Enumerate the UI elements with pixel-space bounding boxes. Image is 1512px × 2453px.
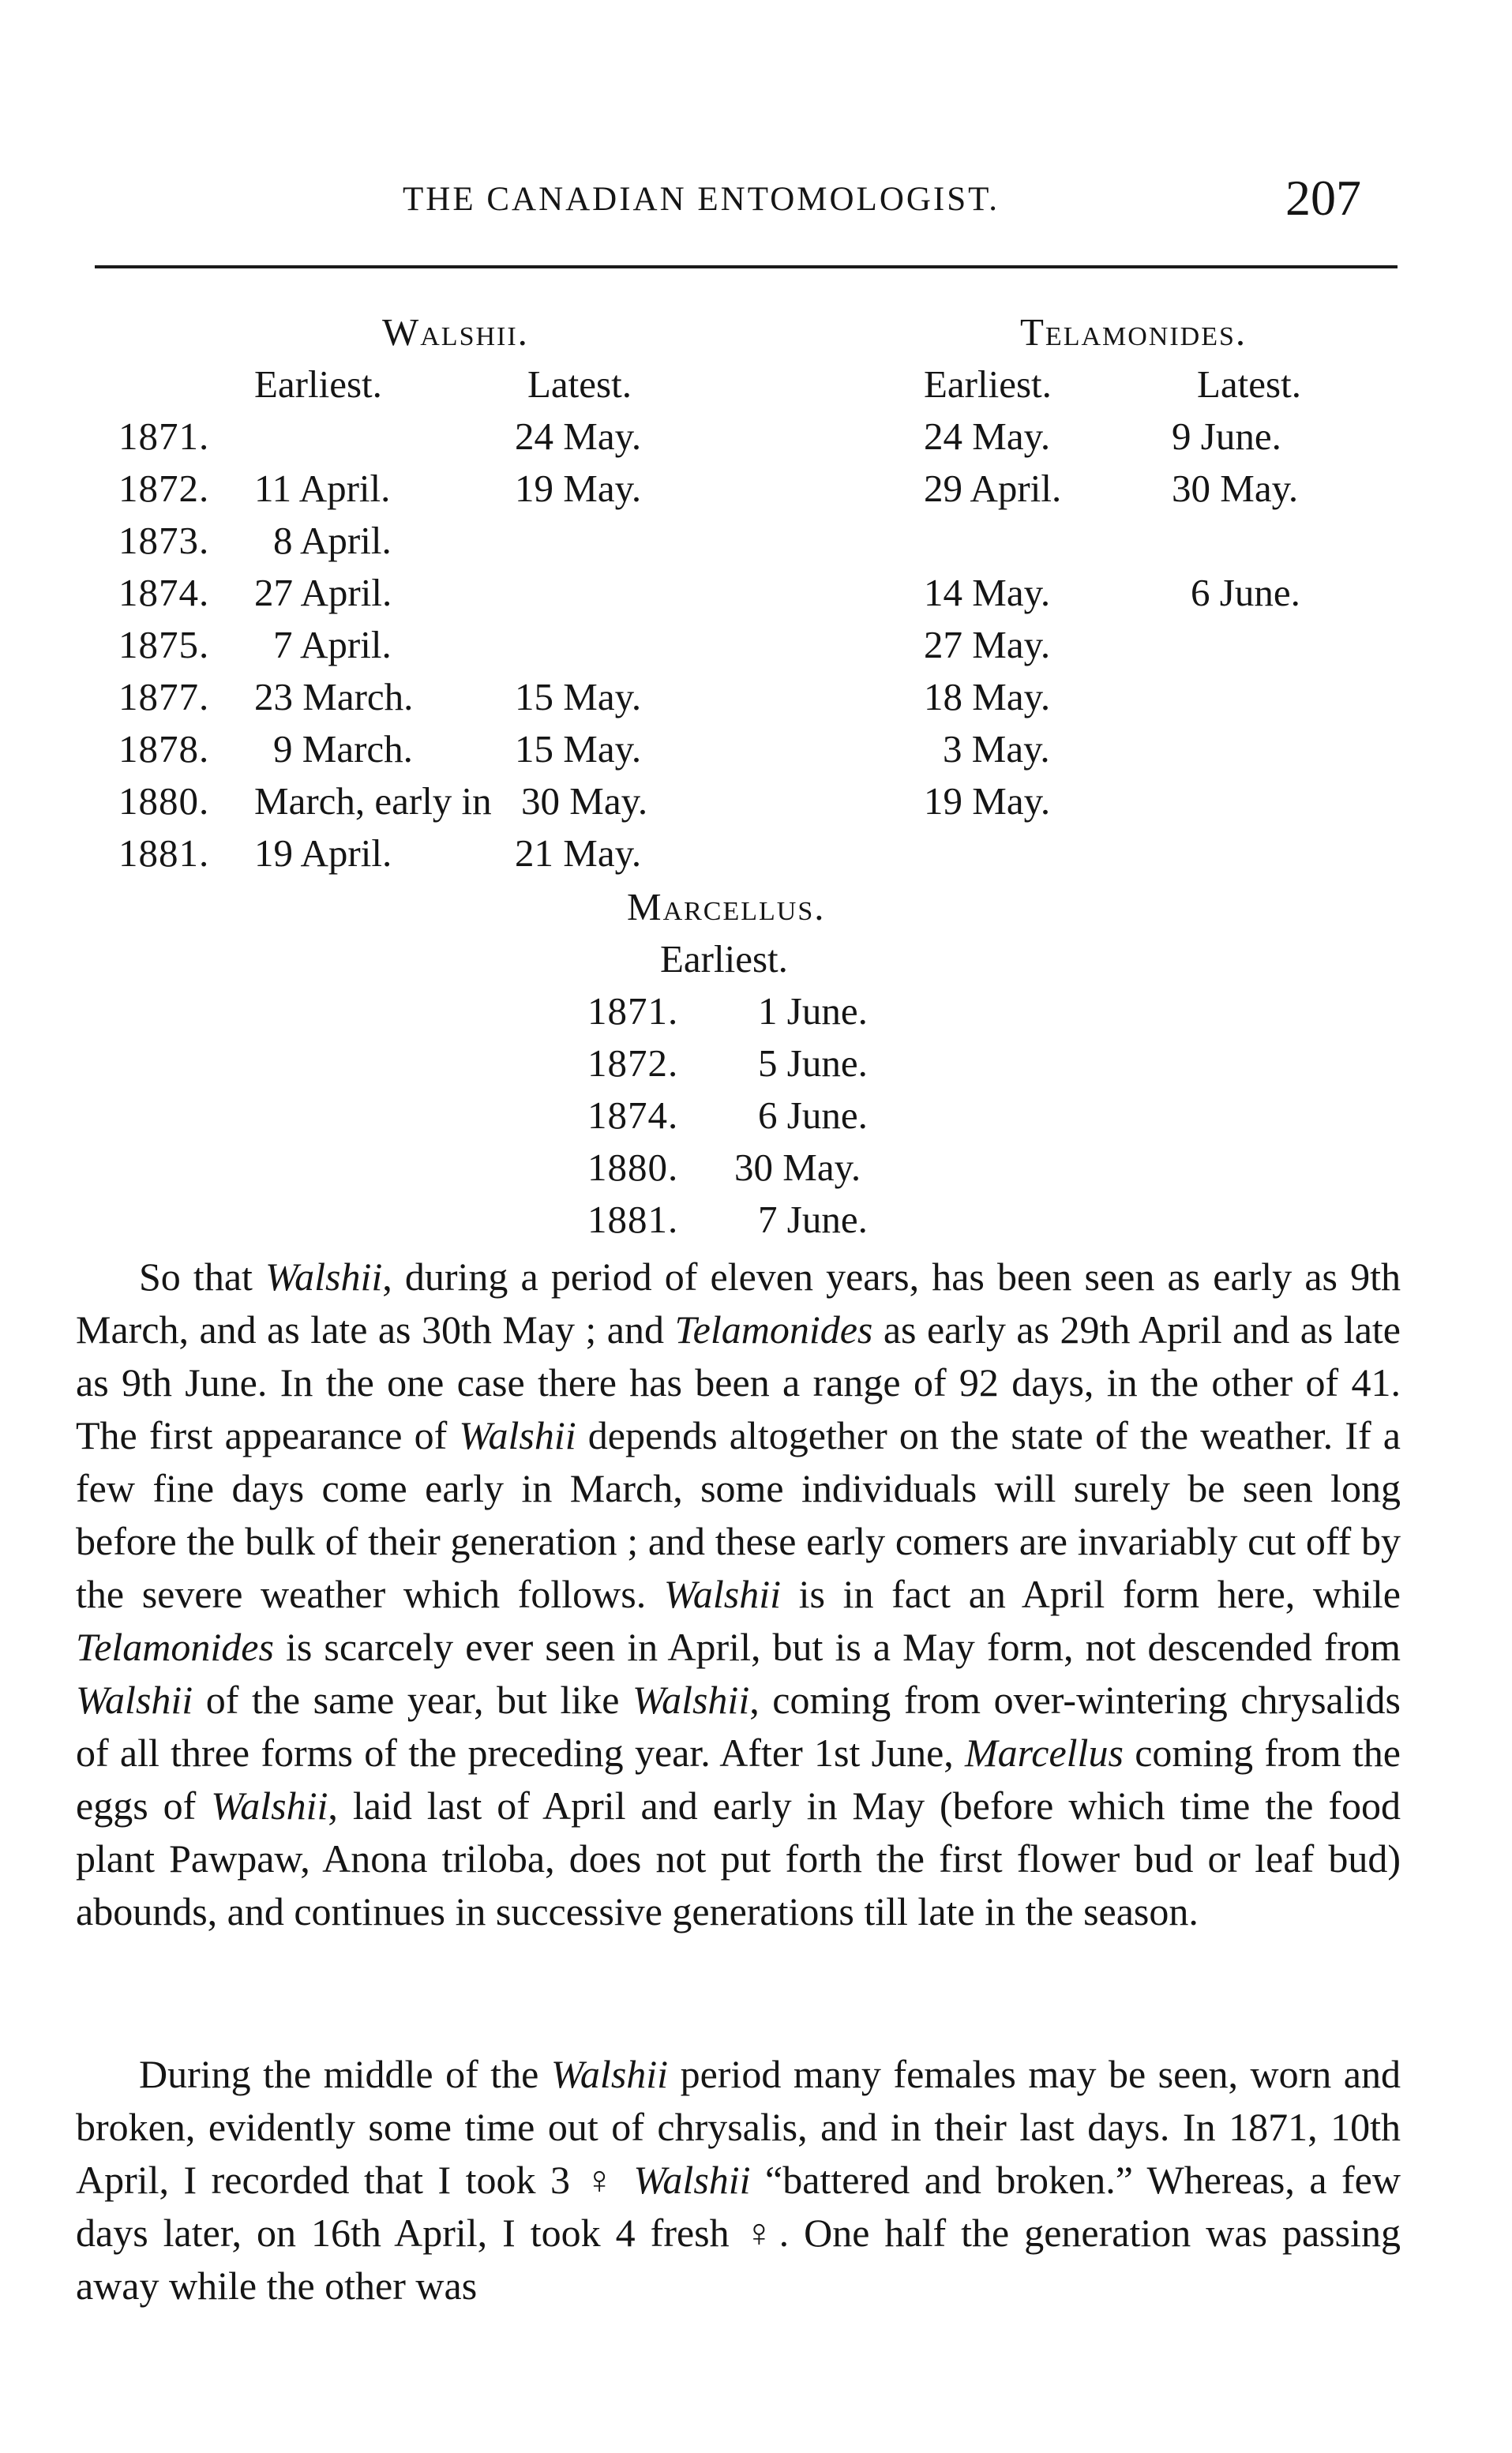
marcellus-earliest-cell: 7 June. [758, 1198, 868, 1241]
year-cell: 1871. [118, 414, 210, 458]
telamonides-earliest-cell: 29 April. [924, 467, 1062, 510]
marcellus-earliest-header: Earliest. [660, 937, 788, 981]
marcellus-earliest-cell: 30 May. [734, 1146, 861, 1189]
walshii-earliest-cell: 11 April. [254, 467, 391, 510]
walshii-earliest-cell: 7 April. [273, 623, 392, 666]
paragraph-1-text: So that Walshii, during a period of eleven years, has been seen as early as 9th March, and as late as 30th May ; and Telamonides as early as 29th April and as late as 9th June. In the one case there has been a range of 92 days, in the other of 41. The first appearance of Walshii depends altogether on the state of the weather. If a few fine days come early in March, some individuals will surely be seen long before the bulk of their generation ; and these early comers are invariably cut off by the severe weather which follows. Walshii is in fact an April form here, while Telamonides is scarcely ever seen in April, but is a May form, not descended from Walshii of the same year, but like Walshii, coming from over-wintering chrysalids of all three forms of the preceding year. After 1st June, Marcellus coming from the eggs of Walshii, laid last of April and early in May (before which time the food plant Pawpaw, Anona triloba, does not put forth the first flower bud or leaf bud) abounds, and continues in successive generations till late in the season. [76, 1255, 1401, 1934]
marcellus-year-cell: 1881. [587, 1198, 679, 1241]
walshii-earliest-cell: 19 April. [254, 831, 392, 875]
walshii-latest-cell: 19 May. [515, 467, 642, 510]
walshii-latest-cell: 21 May. [515, 831, 642, 875]
walshii-earliest-cell: 8 April. [273, 519, 392, 562]
walshii-earliest-header: Earliest. [254, 362, 382, 406]
telamonides-title: Telamonides. [1020, 310, 1247, 354]
page-number: 207 [1285, 170, 1361, 226]
paragraph-2 [76, 2048, 1401, 2312]
telamonides-earliest-cell: 3 May. [943, 727, 1050, 771]
telamonides-latest-cell: 30 May. [1172, 467, 1299, 510]
marcellus-title: Marcellus. [627, 885, 826, 928]
marcellus-earliest-cell: 5 June. [758, 1041, 868, 1085]
walshii-latest-cell: 15 May. [515, 675, 642, 718]
year-cell: 1877. [118, 675, 210, 718]
telamonides-latest-header: Latest. [1197, 362, 1301, 406]
telamonides-earliest-cell: 14 May. [924, 571, 1051, 614]
year-cell: 1873. [118, 519, 210, 562]
paragraph-2-text: During the middle of the Walshii period many females may be seen, worn and broken, evidently some time out of chrysalis, and in their last days. In 1871, 10th April, I recorded that I took 3 ♀ Walshii “battered and broken.” Whereas, a few days later, on 16th April, I took 4 fresh ♀. One half the generation was passing away while the other was [76, 2052, 1401, 2308]
telamonides-latest-cell: 6 June. [1191, 571, 1300, 614]
telamonides-earliest-cell: 27 May. [924, 623, 1051, 666]
walshii-title: Walshii. [382, 310, 529, 354]
telamonides-latest-cell: 9 June. [1172, 414, 1281, 458]
walshii-latest-header: Latest. [527, 362, 632, 406]
marcellus-earliest-cell: 1 June. [758, 989, 868, 1033]
walshii-earliest-cell: 9 March. [273, 727, 413, 771]
walshii-latest-cell: 15 May. [515, 727, 642, 771]
marcellus-year-cell: 1880. [587, 1146, 679, 1189]
walshii-earliest-cell: 27 April. [254, 571, 392, 614]
marcellus-earliest-cell: 6 June. [758, 1093, 868, 1137]
year-cell: 1875. [118, 623, 210, 666]
header-rule [95, 265, 1398, 268]
year-cell: 1874. [118, 571, 210, 614]
telamonides-earliest-cell: 19 May. [924, 779, 1051, 823]
year-cell: 1878. [118, 727, 210, 771]
marcellus-year-cell: 1871. [587, 989, 679, 1033]
year-cell: 1872. [118, 467, 210, 510]
running-title: THE CANADIAN ENTOMOLOGIST. [403, 181, 1000, 218]
telamonides-earliest-cell: 24 May. [924, 414, 1051, 458]
paragraph-1 [76, 1251, 1401, 1938]
walshii-earliest-cell: 23 March. [254, 675, 414, 718]
year-cell: 1880. [118, 779, 210, 823]
marcellus-year-cell: 1872. [587, 1041, 679, 1085]
telamonides-earliest-header: Earliest. [924, 362, 1052, 406]
walshii-earliest-cell: March, early in [254, 779, 492, 823]
walshii-latest-cell: 30 May. [521, 779, 648, 823]
year-cell: 1881. [118, 831, 210, 875]
marcellus-year-cell: 1874. [587, 1093, 679, 1137]
telamonides-earliest-cell: 18 May. [924, 675, 1051, 718]
walshii-latest-cell: 24 May. [515, 414, 642, 458]
